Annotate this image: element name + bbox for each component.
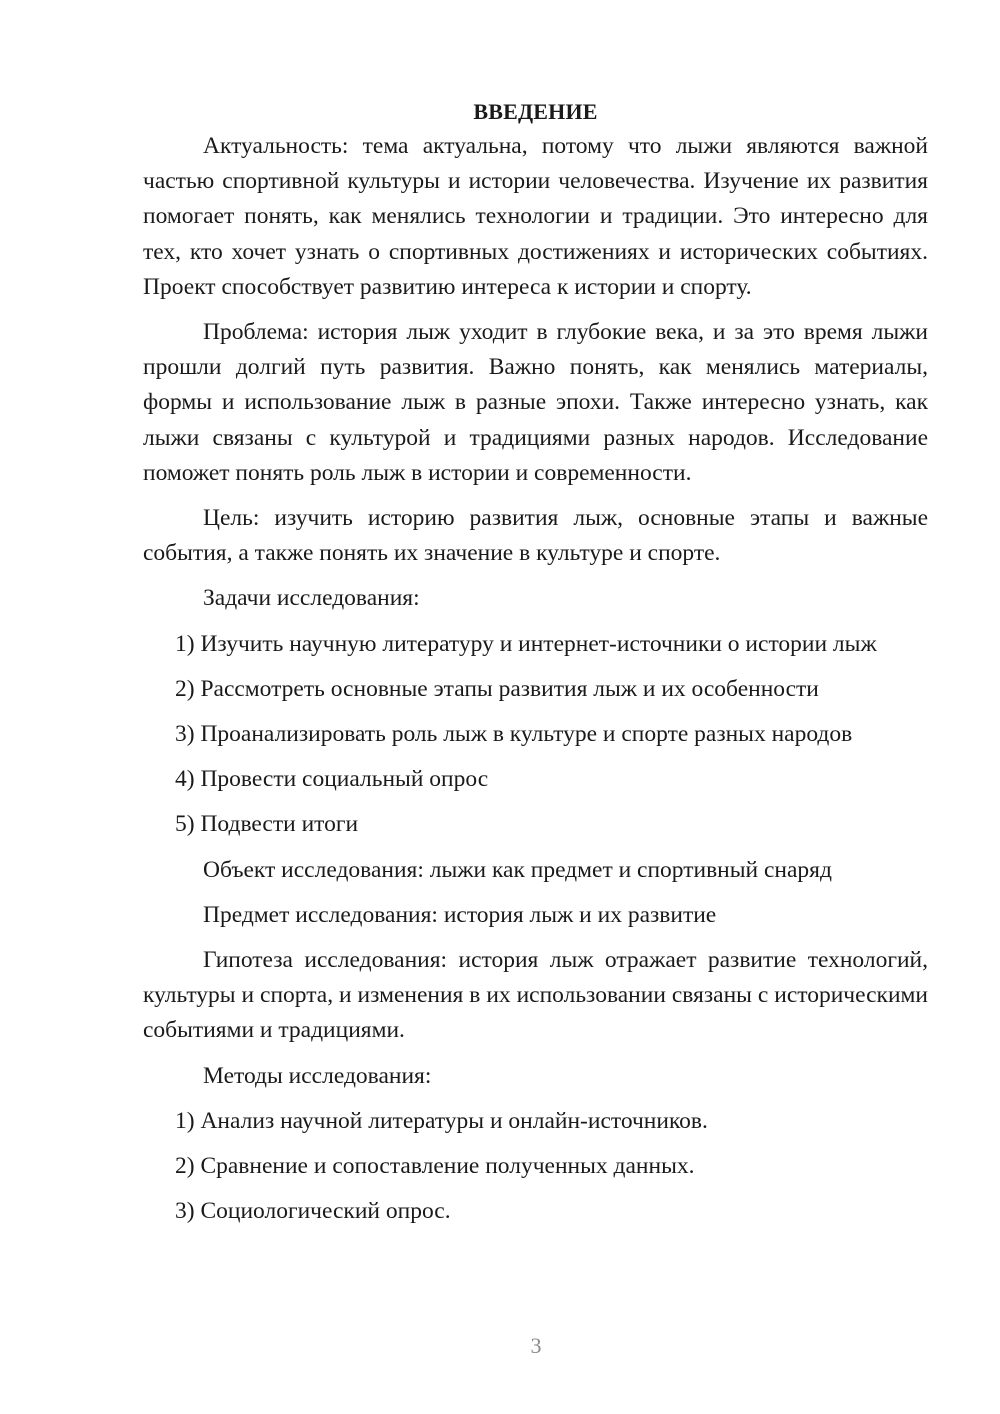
problem-paragraph: Проблема: история лыж уходит в глубокие века, и за это время лыжи прошли долгий путь развития. Важно понять, как менялись материалы, формы и использование лыж в разные эпохи. Также интересно узнать, как лыжи связаны с культурой и традициями разных народов. Исследование поможет понять роль лыж в истории и современности. xyxy=(143,319,928,486)
list-item: 2) Сравнение и сопоставление полученных данных. xyxy=(175,1153,695,1180)
list-item: 4) Провести социальный опрос xyxy=(175,766,489,793)
list-item: 3) Социологический опрос. xyxy=(175,1198,451,1225)
subject-paragraph: Предмет исследования: история лыж и их развитие xyxy=(203,901,717,928)
list-item: 1) Анализ научной литературы и онлайн-источников. xyxy=(175,1107,708,1134)
relevance-paragraph: Актуальность: тема актуальна, потому что лыжи являются важной частью спортивной культуры и истории человечества. Изучение их развития помогает понять, как менялись технологии и традиции. Это интересно для тех, кто хочет узнать о спортивных достижениях и исторических событиях. Проект способствует развитию интереса к истории и спорту. xyxy=(143,133,928,300)
goal-paragraph: Цель: изучить историю развития лыж, основные этапы и важные события, а также понять их значение в культуре и спорте. xyxy=(143,505,928,567)
list-item: 3) Проанализировать роль лыж в культуре и спорте разных народов xyxy=(175,721,853,748)
list-item: 1) Изучить научную литературу и интернет-источники о истории лыж xyxy=(175,630,877,657)
list-item: 5) Подвести итоги xyxy=(175,811,359,838)
tasks-list xyxy=(143,627,928,843)
tasks-label: Задачи исследования: xyxy=(203,585,420,612)
methods-label: Методы исследования: xyxy=(203,1062,432,1089)
section-title: ВВЕДЕНИЕ xyxy=(473,99,598,124)
hypothesis-paragraph: Гипотеза исследования: история лыж отражает развитие технологий, культуры и спорта, и изменения в их использовании связаны с историческими событиями и традициями. xyxy=(143,947,928,1044)
page-number: 3 xyxy=(530,1333,542,1358)
list-item: 2) Рассмотреть основные этапы развития лыж и их особенности xyxy=(175,675,819,702)
methods-list xyxy=(143,1104,928,1230)
object-paragraph: Объект исследования: лыжи как предмет и спортивный снаряд xyxy=(203,856,832,883)
page-content xyxy=(143,94,928,1229)
